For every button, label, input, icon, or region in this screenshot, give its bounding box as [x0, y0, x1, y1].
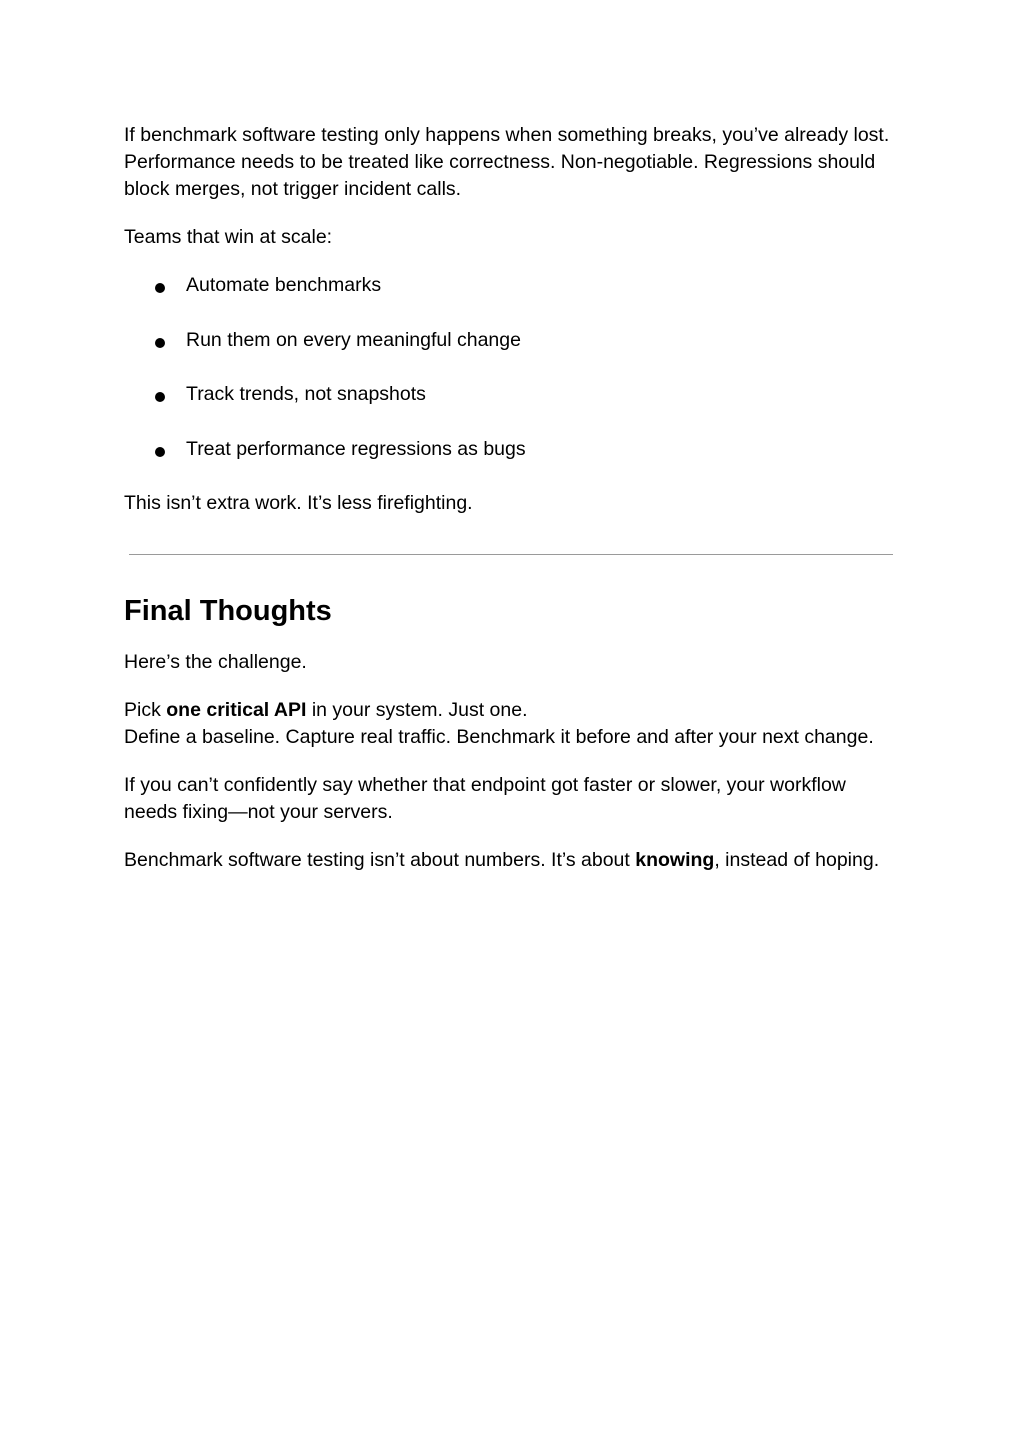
knowing-text-after: , instead of hoping. — [714, 849, 880, 871]
list-item — [124, 381, 904, 408]
list-item — [124, 272, 904, 299]
list-item-text: Run them on every meaningful change — [186, 328, 521, 351]
section-heading: Final Thoughts — [124, 595, 332, 627]
pick-text-bold: one critical API — [166, 699, 307, 721]
teams-lead-text: Teams that win at scale: — [124, 226, 333, 248]
knowing-text-bold: knowing — [635, 849, 715, 871]
pick-text-after: in your system. Just one. — [306, 699, 528, 721]
section-divider — [129, 554, 893, 555]
list-item-text: Track trends, not snapshots — [186, 383, 426, 405]
document-page — [124, 122, 904, 874]
knowing-text-before: Benchmark software testing isn’t about numbers. It’s about — [124, 849, 636, 871]
bullet-icon — [155, 392, 165, 402]
bullet-icon — [155, 447, 165, 457]
bullet-icon — [155, 338, 165, 348]
pick-text-before: Pick — [124, 699, 167, 721]
list-item-text: Treat performance regressions as bugs — [186, 437, 526, 460]
pick-paragraph — [124, 697, 904, 751]
closing-paragraph: This isn’t extra work. It’s less firefighting. — [124, 492, 473, 514]
best-practices-list — [124, 272, 904, 463]
define-text: Define a baseline. Capture real traffic. Benchmark it before and after your next change. — [124, 726, 874, 748]
challenge-paragraph: Here’s the challenge. — [124, 651, 307, 673]
list-item — [124, 436, 904, 463]
confident-paragraph: If you can’t confidently say whether that endpoint got faster or slower, your workflow needs fixing—not your servers. — [124, 774, 846, 823]
list-item-text: Automate benchmarks — [186, 274, 382, 296]
bullet-icon — [155, 283, 165, 293]
knowing-paragraph — [124, 847, 904, 874]
list-item — [124, 327, 904, 354]
intro-paragraph: If benchmark software testing only happens when something breaks, you’ve already lost. Performance needs to be treated like correctness. Non-negotiable. Regressions should block merges, not trigger incident calls. — [124, 124, 890, 200]
